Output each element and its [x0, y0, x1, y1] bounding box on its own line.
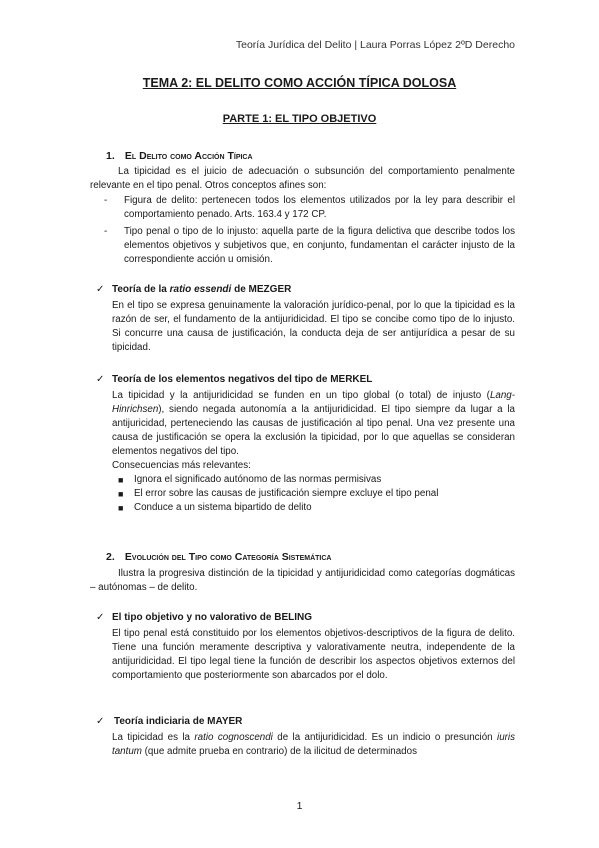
- section-2-intro: [90, 567, 515, 595]
- section-2-number: 2.: [106, 551, 115, 563]
- merkel-body-italic: Lang-Hinrichsen: [112, 390, 515, 415]
- merkel-body-b: ), siendo negada autonomía a la antijuridicidad. El tipo siempre da lugar a la antijuricidad, perteneciendo las causas de justificación al tipo penal. Una vez presente una causa de justificación se opera la exclusión la tipicidad, por lo que aquellas se consideran elementos negativos del tipo.: [112, 404, 515, 457]
- part-title: PARTE 1: EL TIPO OBJETIVO: [222, 113, 377, 125]
- beling-body-text: El tipo penal está constituido por los elementos objetivos-descriptivos de la figura de delito. Tiene una función meramente descriptiva y valorativamente neutra, independente de la antijuridicidad. El tipo legal tiene la función de describir los aspectos objetivos externos del comportamiento que posteriormente son abarcados por el dolo.: [112, 628, 515, 681]
- mezger-heading-a: Teoría de la: [112, 284, 170, 295]
- mayer-body-italic-1: ratio cognoscendi: [194, 732, 273, 743]
- mezger-body: [112, 299, 515, 355]
- mezger-heading: [112, 284, 291, 295]
- merkel-body-text: [112, 389, 515, 459]
- section-1-intro-text: La tipicidad es el juicio de adecuación o subsunción del comportamiento penalmente relevante en el tipo penal. Otros conceptos afines son:: [90, 166, 515, 191]
- list-item: [112, 473, 515, 487]
- mezger-body-text: En el tipo se expresa genuinamente la valoración jurídico-penal, por lo que la tipicidad es la razón de ser, el fundamento de la antijuridicidad. El tipo se concibe como tipo de lo injusto. Si concurre una causa de justificación, la conducta deja de ser antijurídica a pesar de su tipicidad.: [112, 300, 515, 353]
- mayer-body-italic-2: iuris tantum: [112, 732, 515, 757]
- section-1-intro: [90, 165, 515, 193]
- section-1-heading: [106, 150, 253, 162]
- check-icon: ✓: [96, 612, 105, 623]
- merkel-body-a: La tipicidad y la antijuridicidad se funden en un tipo global (o total) de injusto (: [112, 390, 490, 401]
- check-icon: ✓: [96, 716, 105, 727]
- merkel-body: [112, 389, 515, 515]
- section-2-intro-text: Ilustra la progresiva distinción de la tipicidad y antijuridicidad como categorías dogmáticas – autónomas – de delito.: [90, 568, 515, 593]
- list-item: [102, 194, 515, 222]
- list-item-text: Conduce a un sistema bipartido de delito: [134, 502, 312, 513]
- mayer-body-b: de la antijuridicidad. Es un indicio o presunción: [272, 732, 498, 743]
- list-item: [112, 501, 515, 515]
- mayer-body-text: [112, 731, 515, 759]
- mayer-body-c: (que admite prueba en contrario) de la ilicitud de determinados: [141, 746, 417, 757]
- list-item-text: Ignora el significado autónomo de las normas permisivas: [134, 474, 382, 485]
- beling-body: [112, 627, 515, 683]
- beling-heading: El tipo objetivo y no valorativo de BELING: [112, 612, 313, 623]
- list-item: [112, 487, 515, 501]
- document-title: TEMA 2: EL DELITO COMO ACCIÓN TÍPICA DOLOSA: [142, 76, 457, 90]
- list-item: [102, 225, 515, 267]
- section-1-list: [102, 194, 515, 267]
- bullet-icon: ■: [118, 503, 124, 513]
- bullet-icon: ■: [118, 489, 124, 499]
- bullet-icon: ■: [118, 475, 124, 485]
- page-header: Teoría Jurídica del Delito | Laura Porras López 2ºD Derecho: [235, 39, 515, 51]
- section-1-title: El Delito como Acción Típica: [124, 150, 253, 162]
- dash-marker: -: [104, 226, 108, 237]
- dash-marker: -: [104, 195, 108, 206]
- section-1-number: 1.: [106, 150, 115, 162]
- section-2-heading: [106, 551, 332, 563]
- mezger-heading-italic: ratio essendi: [169, 284, 232, 295]
- check-icon: ✓: [96, 374, 105, 385]
- section-2-title: Evolución del Tipo como Categoría Sistemática: [124, 551, 332, 563]
- mayer-body-a: La tipicidad es la: [112, 732, 195, 743]
- list-item-text: Tipo penal o tipo de lo injusto: aquella parte de la figura delictiva que describe todos los elementos objetivos y subjetivos que, en conjunto, fundamentan el carácter injusto de la correspondiente acción u omisión.: [124, 226, 515, 265]
- consequences-label: Consecuencias más relevantes:: [112, 460, 251, 471]
- mayer-body: [112, 731, 515, 759]
- list-item-text: El error sobre las causas de justificación siempre excluye el tipo penal: [134, 488, 439, 499]
- list-item-text: Figura de delito: pertenecen todos los elementos utilizados por la ley para describir el comportamiento penado. Arts. 163.4 y 172 CP.: [124, 195, 515, 220]
- check-icon: ✓: [96, 284, 105, 295]
- mezger-heading-b: de MEZGER: [231, 284, 292, 295]
- mayer-heading: Teoría indiciaria de MAYER: [114, 716, 243, 727]
- page-number: 1: [296, 800, 303, 812]
- consequences-list: [112, 473, 515, 515]
- merkel-heading: Teoría de los elementos negativos del tipo de MERKEL: [112, 374, 373, 385]
